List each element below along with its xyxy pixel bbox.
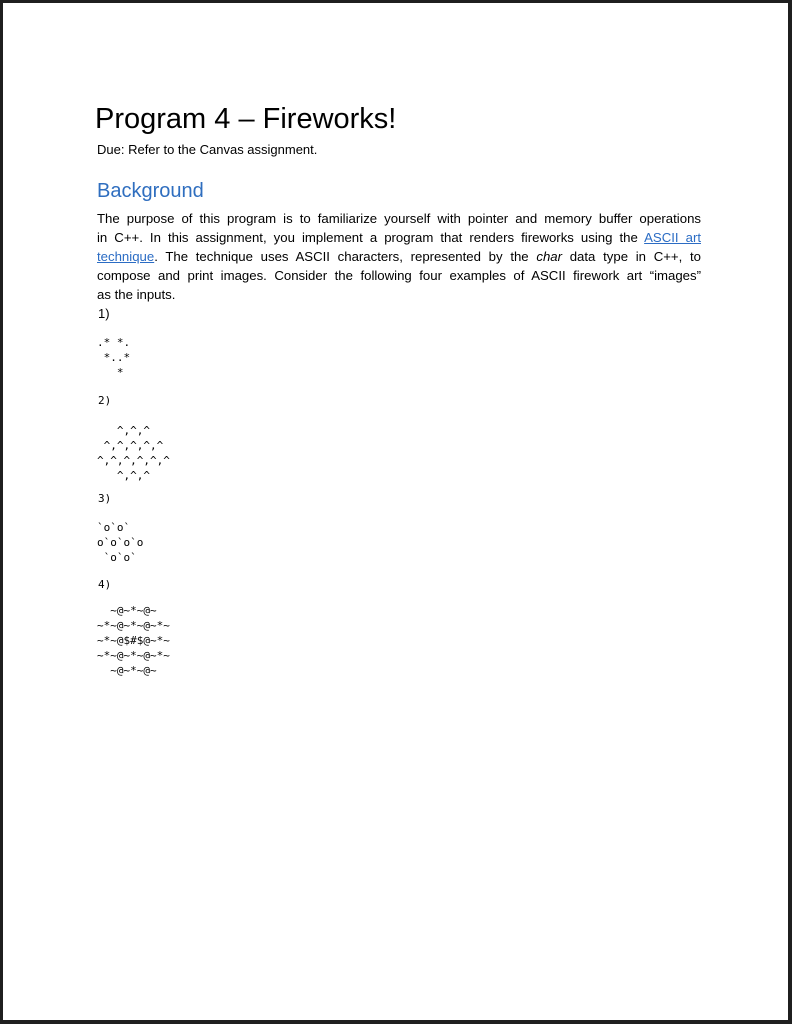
ascii-art-technique-link[interactable]: technique <box>97 249 155 264</box>
char-keyword: char <box>536 249 563 264</box>
paragraph-line-1: The purpose of this program is to familiarize yourself with pointer and memory buffer operations <box>97 211 701 226</box>
paragraph-line-2 <box>97 228 701 247</box>
due-note: Due: Refer to the Canvas assignment. <box>97 142 318 157</box>
background-paragraph <box>97 209 701 304</box>
example-4-label: 4) <box>98 578 112 591</box>
paragraph-line-2-text: in C++. In this assignment, you implement a program that renders fireworks using the <box>97 230 645 245</box>
example-4-art: ~@~*~@~ ~*~@~*~@~*~ ~*~@$#$@~*~ ~*~@~*~@~*~ ~@~*~@~ <box>97 604 170 677</box>
paragraph-line-3 <box>97 247 701 266</box>
paragraph-line-5: as the inputs. <box>97 287 176 302</box>
ascii-art-link[interactable]: ASCII art <box>644 230 701 245</box>
paragraph-line-3-text-b: data type in C++, to <box>562 249 701 264</box>
page-title: Program 4 – Fireworks! <box>95 103 397 135</box>
document-page <box>3 3 788 1020</box>
paragraph-line-4: compose and print images. Consider the following four examples of ASCII firework art “images” <box>97 268 701 283</box>
example-2-label: 2) <box>98 394 112 407</box>
example-2-art: ^,^,^ ^,^,^,^,^ ^,^,^,^,^,^ ^,^,^ <box>97 424 170 482</box>
example-3-label: 3) <box>98 492 112 505</box>
paragraph-line-3-text-a: . The technique uses ASCII characters, represented by the <box>154 249 537 264</box>
background-heading: Background <box>97 180 204 202</box>
example-3-art: `o`o` o`o`o`o `o`o` <box>97 521 144 564</box>
example-1-label: 1) <box>98 306 110 321</box>
example-1-art: .* *. *..* * <box>97 336 131 379</box>
